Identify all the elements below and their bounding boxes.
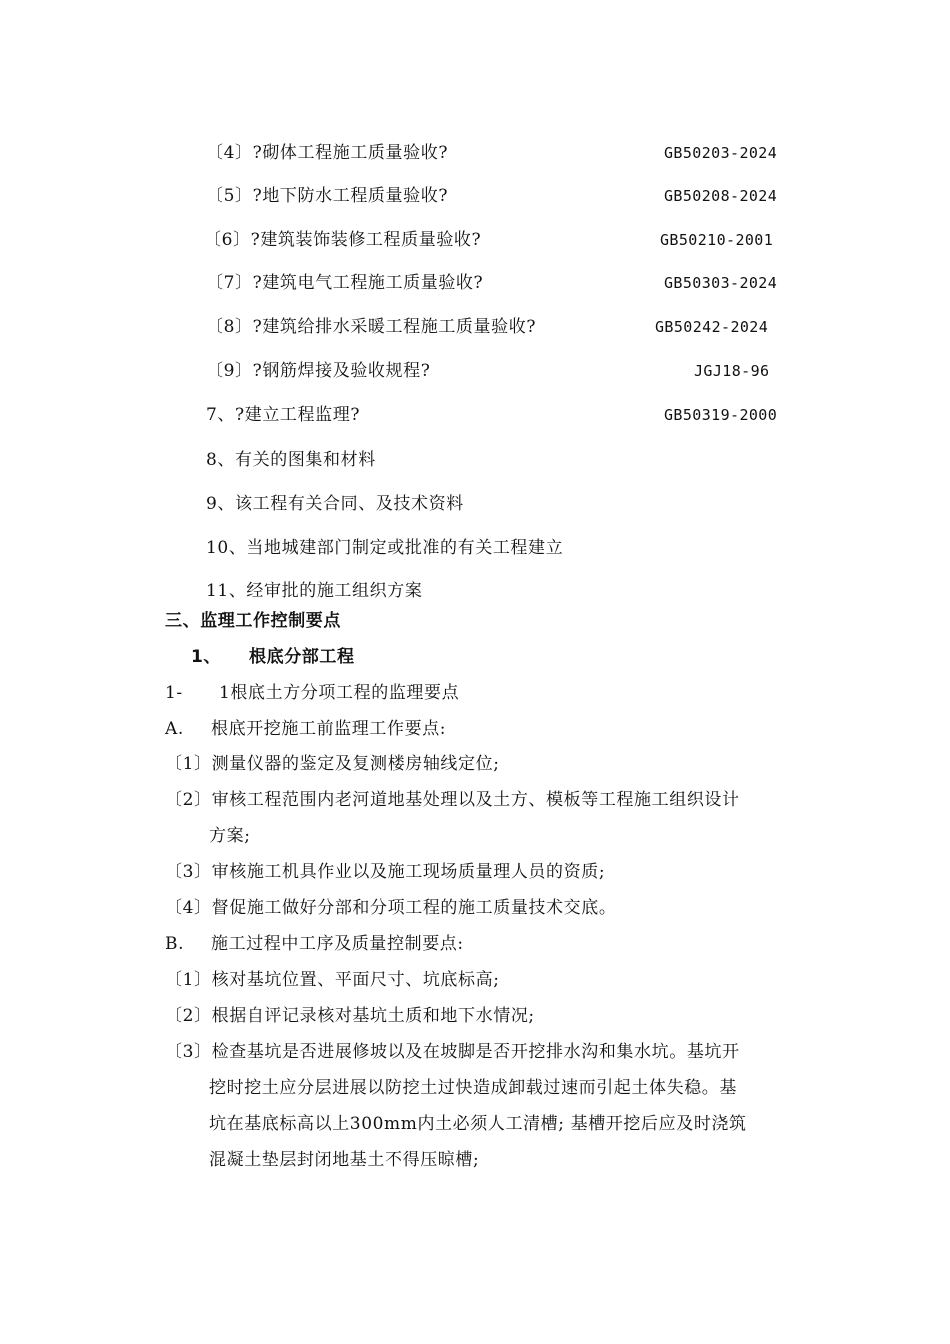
reference-code-supervision: GB50319-2000 bbox=[664, 406, 778, 424]
reference-code-9: JGJ18-96 bbox=[694, 362, 770, 380]
part-b-point-3: 〔3〕检查基坑是否进展修坡以及在坡脚是否开挖排水沟和集水坑。基坑开 bbox=[165, 1042, 740, 1062]
part-a-point-1: 〔1〕测量仪器的鉴定及复测楼房轴线定位; bbox=[165, 754, 500, 774]
part-a-point-2: 〔2〕审核工程范围内老河道地基处理以及土方、模板等工程施工组织设计 bbox=[165, 790, 740, 810]
reference-item-5: 〔5〕?地下防水工程质量验收? bbox=[206, 186, 449, 206]
basis-item-11: 11、经审批的施工组织方案 bbox=[206, 581, 423, 601]
basis-item-9: 9、该工程有关合同、及技术资料 bbox=[206, 494, 464, 514]
subsection-title: 根底分部工程 bbox=[249, 647, 355, 667]
reference-code-7: GB50303-2024 bbox=[664, 274, 778, 292]
reference-code-4: GB50203-2024 bbox=[664, 144, 778, 162]
part-a-point-2-cont: 方案; bbox=[209, 826, 251, 846]
reference-item-4: 〔4〕?砌体工程施工质量验收? bbox=[206, 143, 449, 163]
reference-item-supervision: 7、?建立工程监理? bbox=[206, 405, 361, 425]
item-1-1-number: 1- bbox=[165, 683, 183, 703]
reference-item-9: 〔9〕?钢筋焊接及验收规程? bbox=[206, 361, 431, 381]
part-b-title: 施工过程中工序及质量控制要点: bbox=[211, 934, 464, 954]
part-b-point-3-cont-3: 混凝土垫层封闭地基土不得压晾槽; bbox=[209, 1150, 480, 1170]
reference-item-7: 〔7〕?建筑电气工程施工质量验收? bbox=[206, 273, 484, 293]
part-a-label: A. bbox=[165, 719, 184, 739]
section-title: 三、监理工作控制要点 bbox=[165, 611, 341, 631]
reference-code-6: GB50210-2001 bbox=[660, 231, 774, 249]
part-b-point-1: 〔1〕核对基坑位置、平面尺寸、坑底标高; bbox=[165, 970, 500, 990]
part-b-point-3-cont-2: 坑在基底标高以上300mm内土必须人工清槽; 基槽开挖后应及时浇筑 bbox=[209, 1114, 747, 1134]
basis-item-8: 8、有关的图集和材料 bbox=[206, 450, 376, 470]
part-b-point-3-cont-1: 挖时挖土应分层进展以防挖土过快造成卸载过速而引起土体失稳。基 bbox=[209, 1078, 737, 1098]
subsection-number: 1、 bbox=[191, 647, 222, 667]
part-a-title: 根底开挖施工前监理工作要点: bbox=[211, 719, 447, 739]
basis-item-10: 10、当地城建部门制定或批准的有关工程建立 bbox=[206, 538, 564, 558]
reference-item-8: 〔8〕?建筑给排水采暖工程施工质量验收? bbox=[206, 317, 537, 337]
reference-code-5: GB50208-2024 bbox=[664, 187, 778, 205]
reference-code-8: GB50242-2024 bbox=[655, 318, 769, 336]
part-b-label: B. bbox=[165, 934, 185, 954]
reference-item-6: 〔6〕?建筑装饰装修工程质量验收? bbox=[204, 230, 482, 250]
part-a-point-4: 〔4〕督促施工做好分部和分项工程的施工质量技术交底。 bbox=[165, 898, 617, 918]
item-1-1-title: 1根底土方分项工程的监理要点 bbox=[219, 683, 460, 703]
part-b-point-2: 〔2〕根据自评记录核对基坑土质和地下水情况; bbox=[165, 1006, 535, 1026]
part-a-point-3: 〔3〕审核施工机具作业以及施工现场质量理人员的资质; bbox=[165, 862, 606, 882]
